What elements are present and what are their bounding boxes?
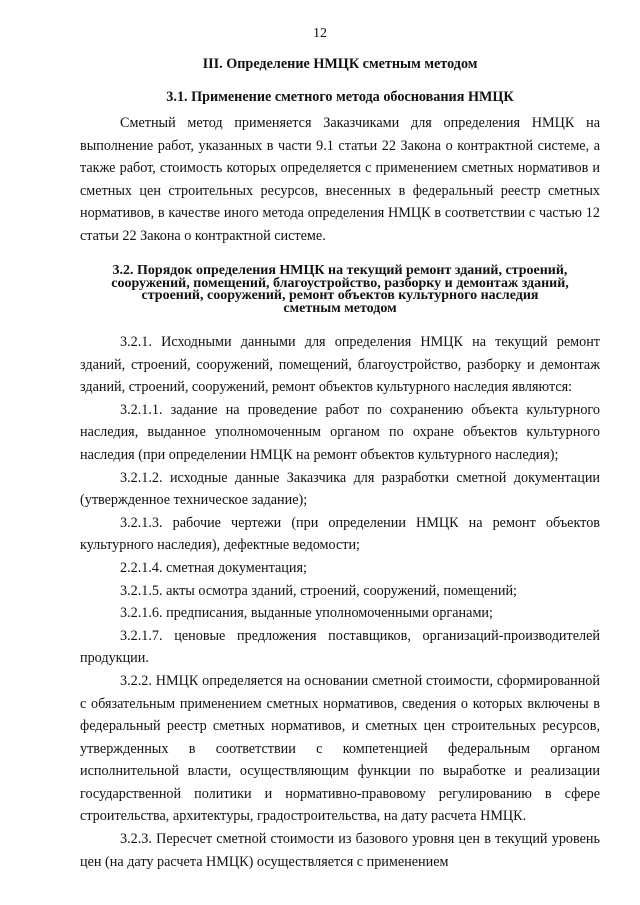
- paragraph: 3.2.2. НМЦК определяется на основании сметной стоимости, сформированной с обязательным применением сметных нормативов, сведения о которых включены в федеральный реестр сметных нормативов, и сметных цен строительных ресурсов, утвержденных в соответствии с компетенцией федеральным органом исполнительной власти, осуществляющим функции по выработке и реализации государственной политики и нормативно-правовому регулированию в сфере строительства, архитектуры, градостроительства, на дату расчета НМЦК.: [80, 672, 600, 825]
- paragraph: 3.2.1.6. предписания, выданные уполномоченными органами;: [120, 605, 493, 622]
- subsection-3-1-title: 3.1. Применение сметного метода обоснования НМЦК: [166, 89, 514, 105]
- subsection-3-2-body: [80, 331, 600, 873]
- title-line: сооружений, помещений, благоустройство, разборку и демонтаж зданий,: [111, 275, 569, 291]
- title-line: сметным методом: [283, 300, 397, 316]
- subsection-3-1-body: [80, 112, 600, 248]
- title-line: строений, сооружений, ремонт объектов культурного наследия: [141, 288, 539, 303]
- page-number: 12: [313, 26, 327, 41]
- paragraph: 3.2.1.3. рабочие чертежи (при определении НМЦК на ремонт объектов культурного наследия), дефектные ведомости;: [80, 514, 600, 554]
- title-line: 3.2. Порядок определения НМЦК на текущий ремонт зданий, строений,: [112, 263, 568, 278]
- paragraph: 3.2.1.2. исходные данные Заказчика для разработки сметной документации (утвержденное техническое задание);: [80, 469, 600, 509]
- paragraph: 3.2.3. Пересчет сметной стоимости из базового уровня цен в текущий уровень цен (на дату расчета НМЦК) осуществляется с применением: [80, 831, 600, 870]
- paragraph: 3.2.1.1. задание на проведение работ по сохранению объекта культурного наследия, выданное уполномоченным органом по охране объектов культурного наследия (при определении НМЦК на ремонт объектов культурного наследия);: [80, 401, 600, 463]
- paragraph: 3.2.1.7. ценовые предложения поставщиков, организаций-производителей продукции.: [80, 627, 600, 667]
- paragraph: 3.2.1. Исходными данными для определения НМЦК на текущий ремонт зданий, строений, сооружений, помещений, благоустройство, разборку и демонтаж зданий, строений, сооружений, ремонт объектов культурного наследия являются:: [80, 334, 600, 396]
- section-title: III. Определение НМЦК сметным методом: [202, 56, 478, 72]
- paragraph: 2.2.1.4. сметная документация;: [120, 559, 307, 576]
- paragraph: 3.2.1.5. акты осмотра зданий, строений, сооружений, помещений;: [120, 582, 517, 599]
- subsection-3-2-title: [80, 265, 600, 315]
- paragraph: Сметный метод применяется Заказчиками для определения НМЦК на выполнение работ, указанных в части 9.1 статьи 22 Закона о контрактной системе, а также работ, стоимость которых определяется с применением сметных нормативов и сметных цен строительных ресурсов, внесенных в федеральный реестр сметных нормативов, в качестве иного метода определения НМЦК в соответствии с частью 12 статьи 22 Закона о контрактной системе.: [80, 115, 600, 244]
